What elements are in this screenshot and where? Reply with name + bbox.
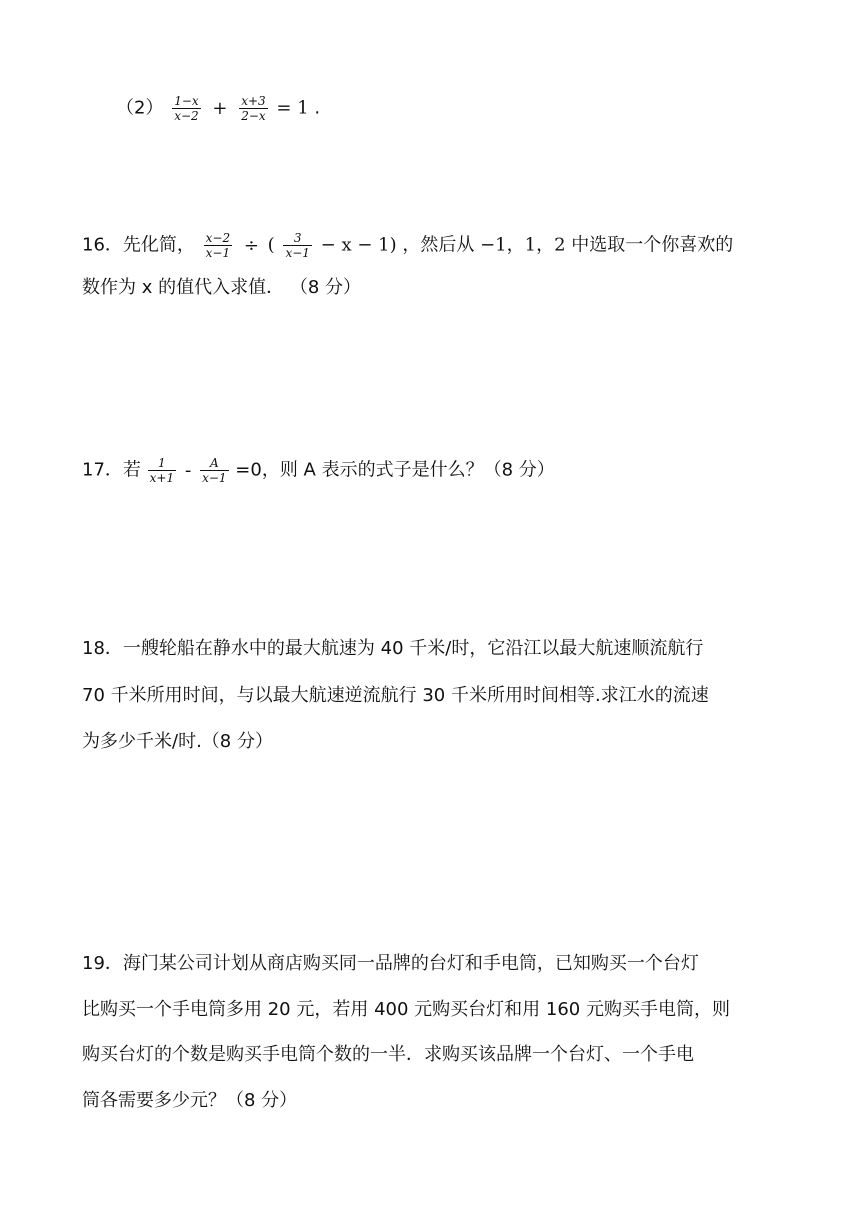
q17-fraction-1 xyxy=(148,456,176,485)
fraction-numerator: 3 xyxy=(283,231,311,246)
q16-fraction-1 xyxy=(204,231,232,260)
fraction-numerator: 1−x xyxy=(174,94,199,108)
q17-fraction-2 xyxy=(200,456,228,485)
q15-2-fraction-1 xyxy=(172,94,200,123)
fraction-numerator: A xyxy=(200,456,228,471)
open-paren: ( xyxy=(267,234,275,256)
q18-line-3: 为多少千米/时.（8 分） xyxy=(82,731,273,752)
q18-line-1: 18．一艘轮船在静水中的最大航速为 40 千米/时，它沿江以最大航速顺流航行 xyxy=(82,638,704,659)
q19-line-4: 筒各需要多少元？（8 分） xyxy=(82,1090,298,1111)
q15-2-equation xyxy=(116,94,320,123)
fraction-denominator: x−2 xyxy=(174,109,199,123)
q19-line-2: 比购买一个手电筒多用 20 元，若用 400 元购买台灯和用 160 元购买手电筒，则 xyxy=(82,999,730,1020)
q16-expression-rest: − x − 1) xyxy=(320,234,397,256)
fraction-denominator: x−1 xyxy=(285,246,310,260)
q16-values: −1，1，2 xyxy=(480,234,566,256)
fraction-numerator: x+3 xyxy=(241,94,266,108)
q15-2-label: （2） xyxy=(116,97,164,119)
fraction-denominator: 2−x xyxy=(241,109,266,123)
q17-prefix: 17．若 xyxy=(82,459,141,481)
q16-tail: 中选取一个你喜欢的 xyxy=(571,234,734,256)
q16-prefix: 16．先化简， xyxy=(82,234,195,256)
equation-end: . xyxy=(314,97,321,119)
q19-line-1: 19．海门某公司计划从商店购买同一品牌的台灯和手电筒，已知购买一个台灯 xyxy=(82,953,699,974)
fraction-numerator: 1 xyxy=(148,456,176,471)
q16-line-1 xyxy=(82,231,733,260)
fraction-denominator: x+1 xyxy=(149,471,175,485)
fraction-denominator: x−1 xyxy=(205,246,231,260)
minus-sign: - xyxy=(184,459,192,481)
plus-sign: + xyxy=(212,97,228,119)
q18-line-2: 70 千米所用时间，与以最大航速逆流航行 30 千米所用时间相等.求江水的流速 xyxy=(82,685,709,706)
fraction-numerator: x−2 xyxy=(205,231,231,245)
q16-line-2: 数作为 x 的值代入求值． （8 分） xyxy=(82,277,361,298)
division-sign: ÷ xyxy=(243,234,259,256)
q16-mid-text: ，然后从 xyxy=(402,234,481,256)
q15-2-fraction-2 xyxy=(239,94,267,123)
equation-rhs: = 1 xyxy=(276,97,309,119)
q17-line xyxy=(82,456,555,485)
q17-tail: =0，则 A 表示的式子是什么？（8 分） xyxy=(235,459,555,481)
q16-fraction-2 xyxy=(283,231,311,260)
fraction-denominator: x−1 xyxy=(202,471,227,485)
q19-line-3: 购买台灯的个数是购买手电筒个数的一半．求购买该品牌一个台灯、一个手电 xyxy=(82,1044,694,1065)
